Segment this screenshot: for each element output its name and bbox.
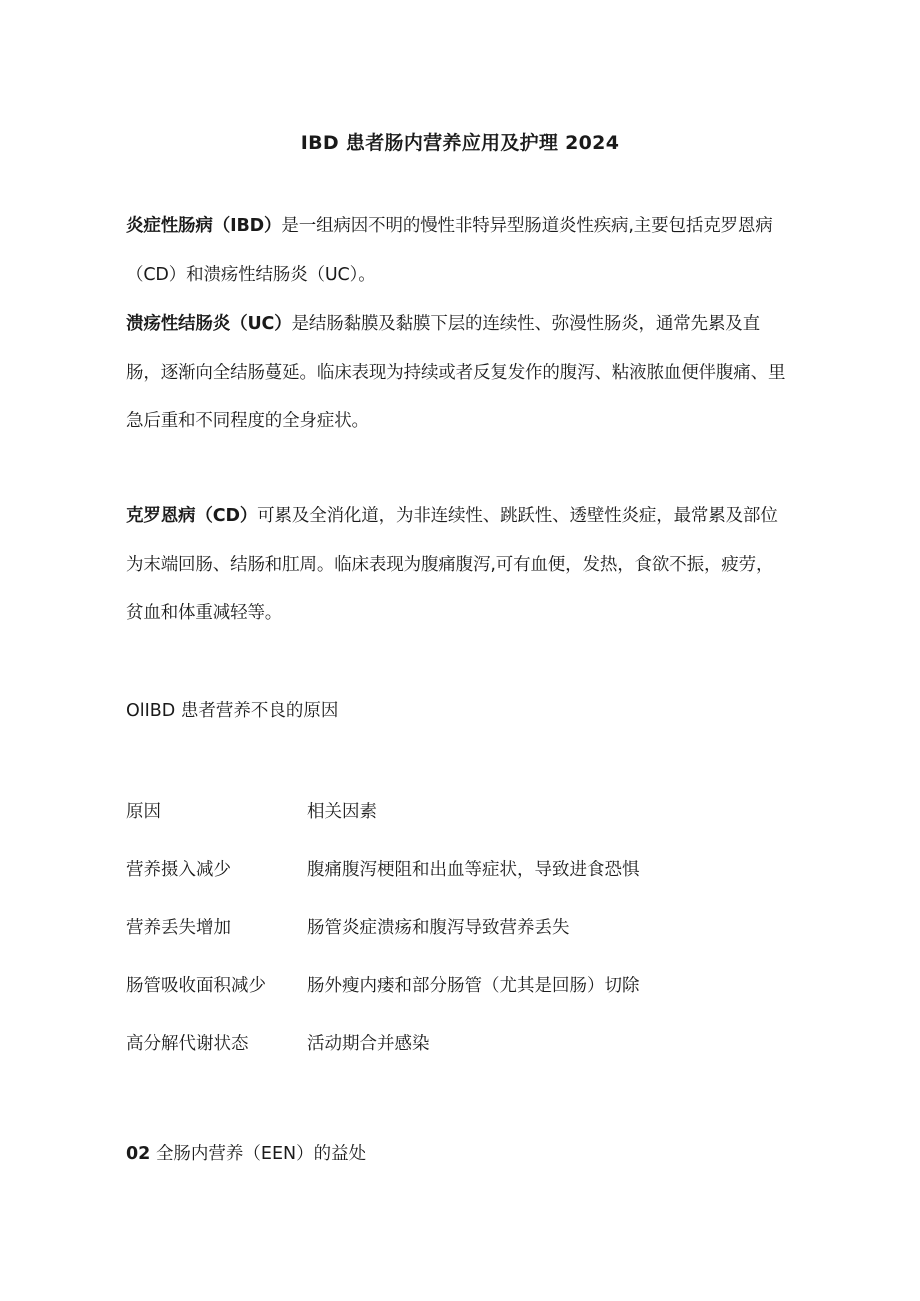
table-cell-cause: 高分解代谢状态 <box>126 1034 249 1054</box>
table-cell-cause: 营养摄入减少 <box>126 860 231 880</box>
table-row <box>126 914 786 944</box>
table-header-cause: 原因 <box>126 802 161 822</box>
section-title: 全肠内营养（EEN）的益处 <box>155 1144 367 1164</box>
page-title: IBD 患者肠内营养应用及护理 2024 <box>300 132 620 154</box>
term-uc: 溃疡性结肠炎（UC） <box>126 314 292 334</box>
table-cell-cause: 肠管吸收面积减少 <box>126 976 266 996</box>
table-header-row <box>126 798 786 828</box>
table-cell-factor: 肠管炎症溃疡和腹泻导致营养丢失 <box>307 918 570 938</box>
section-number: 02 <box>126 1144 151 1164</box>
table-row <box>126 1030 786 1060</box>
term-cd: 克罗恩病（CD） <box>126 506 258 526</box>
table-cell-factor: 肠外瘦内瘘和部分肠管（尤其是回肠）切除 <box>307 976 640 996</box>
text-uc: 是结肠黏膜及黏膜下层的连续性、弥漫性肠炎，通常先累及直肠，逐渐向全结肠蔓延。临床表现为持续或者反复发作的腹泻、粘液脓血便伴腹痛、里急后重和不同程度的全身症状。 <box>126 314 786 431</box>
text-ibd: 是一组病因不明的慢性非特异型肠道炎性疾病,主要包括克罗恩病（CD）和溃疡性结肠炎（UC）。 <box>126 216 773 285</box>
table-cell-cause: 营养丢失增加 <box>126 918 231 938</box>
table-cell-factor: 腹痛腹泻梗阻和出血等症状，导致进食恐惧 <box>307 860 640 880</box>
paragraph-uc <box>126 300 786 446</box>
table-header-factors: 相关因素 <box>307 802 377 822</box>
paragraph-ibd <box>126 202 786 299</box>
table-row <box>126 972 786 1002</box>
table-row <box>126 856 786 886</box>
paragraph-cd <box>126 492 786 638</box>
section-heading-malnutrition: OlIBD 患者营养不良的原因 <box>126 701 339 721</box>
section-heading-een <box>126 1140 366 1165</box>
term-ibd: 炎症性肠病（IBD） <box>126 216 282 236</box>
table-cell-factor: 活动期合并感染 <box>307 1034 430 1054</box>
text-cd: 可累及全消化道，为非连续性、跳跃性、透壁性炎症，最常累及部位为末端回肠、结肠和肛周。临床表现为腹痛腹泻,可有血便，发热，食欲不振，疲劳，贫血和体重减轻等。 <box>126 506 778 623</box>
